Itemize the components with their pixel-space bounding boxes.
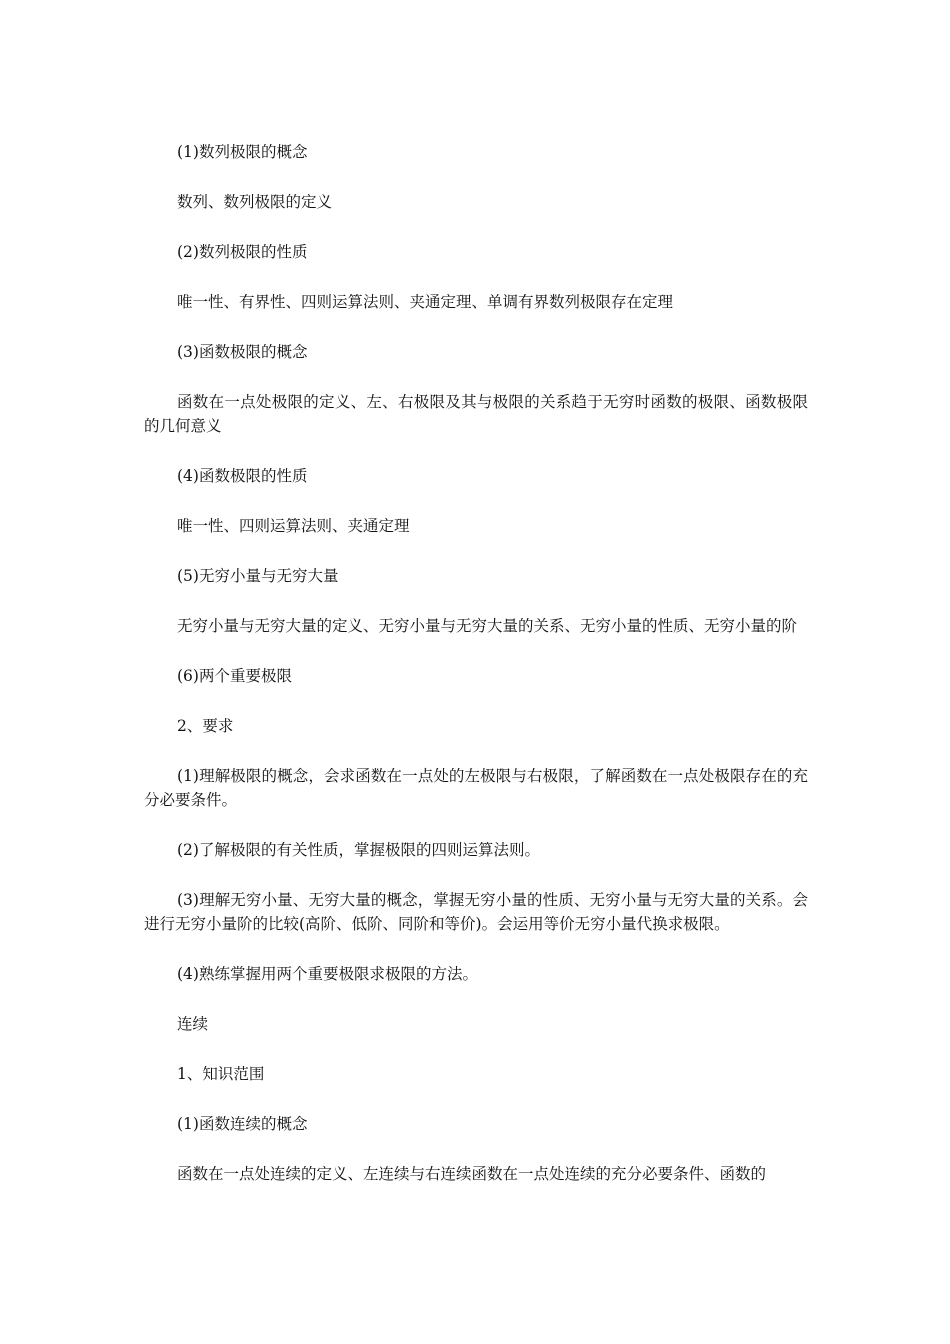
paragraph-sequence-properties-list: 唯一性、有界性、四则运算法则、夹通定理、单调有界数列极限存在定理 <box>177 293 674 311</box>
paragraph-infinitesimal-details: 无穷小量与无穷大量的定义、无穷小量与无穷大量的关系、无穷小量的性质、无穷小量的阶 <box>177 617 798 635</box>
paragraph-sequence-limit-properties: (2)数列极限的性质 <box>177 243 308 261</box>
paragraph-function-properties-list: 唯一性、四则运算法则、夹通定理 <box>177 517 410 535</box>
paragraph-requirements-heading: 2、要求 <box>177 717 234 735</box>
document-body <box>144 140 808 1212</box>
paragraph-continuity-definitions: 函数在一点处连续的定义、左连续与右连续函数在一点处连续的充分必要条件、函数的 <box>177 1165 767 1183</box>
paragraph-requirement-2: (2)了解极限的有关性质，掌握极限的四则运算法则。 <box>177 841 540 859</box>
paragraph-requirement-4: (4)熟练掌握用两个重要极限求极限的方法。 <box>177 965 478 983</box>
paragraph-requirement-3: (3)理解无穷小量、无穷大量的概念，掌握无穷小量的性质、无穷小量与无穷大量的关系。会进行无穷小量阶的比较(高阶、低阶、同阶和等价)。会运用等价无穷小量代换求极限。 <box>144 891 808 933</box>
paragraph-knowledge-scope: 1、知识范围 <box>177 1065 265 1083</box>
paragraph-sequence-definitions: 数列、数列极限的定义 <box>177 193 333 211</box>
paragraph-requirement-1: (1)理解极限的概念，会求函数在一点处的左极限与右极限，了解函数在一点处极限存在的充分必要条件。 <box>144 767 808 809</box>
paragraph-function-limit-definitions: 函数在一点处极限的定义、左、右极限及其与极限的关系趋于无穷时函数的极限、函数极限的几何意义 <box>144 393 808 435</box>
paragraph-sequence-limit-concept: (1)数列极限的概念 <box>177 143 308 161</box>
paragraph-function-limit-concept: (3)函数极限的概念 <box>177 343 308 361</box>
paragraph-function-limit-properties: (4)函数极限的性质 <box>177 467 308 485</box>
paragraph-two-important-limits: (6)两个重要极限 <box>177 667 292 685</box>
paragraph-continuity-heading: 连续 <box>177 1015 209 1033</box>
paragraph-infinitesimal-heading: (5)无穷小量与无穷大量 <box>177 567 339 585</box>
paragraph-continuity-concept: (1)函数连续的概念 <box>177 1115 308 1133</box>
